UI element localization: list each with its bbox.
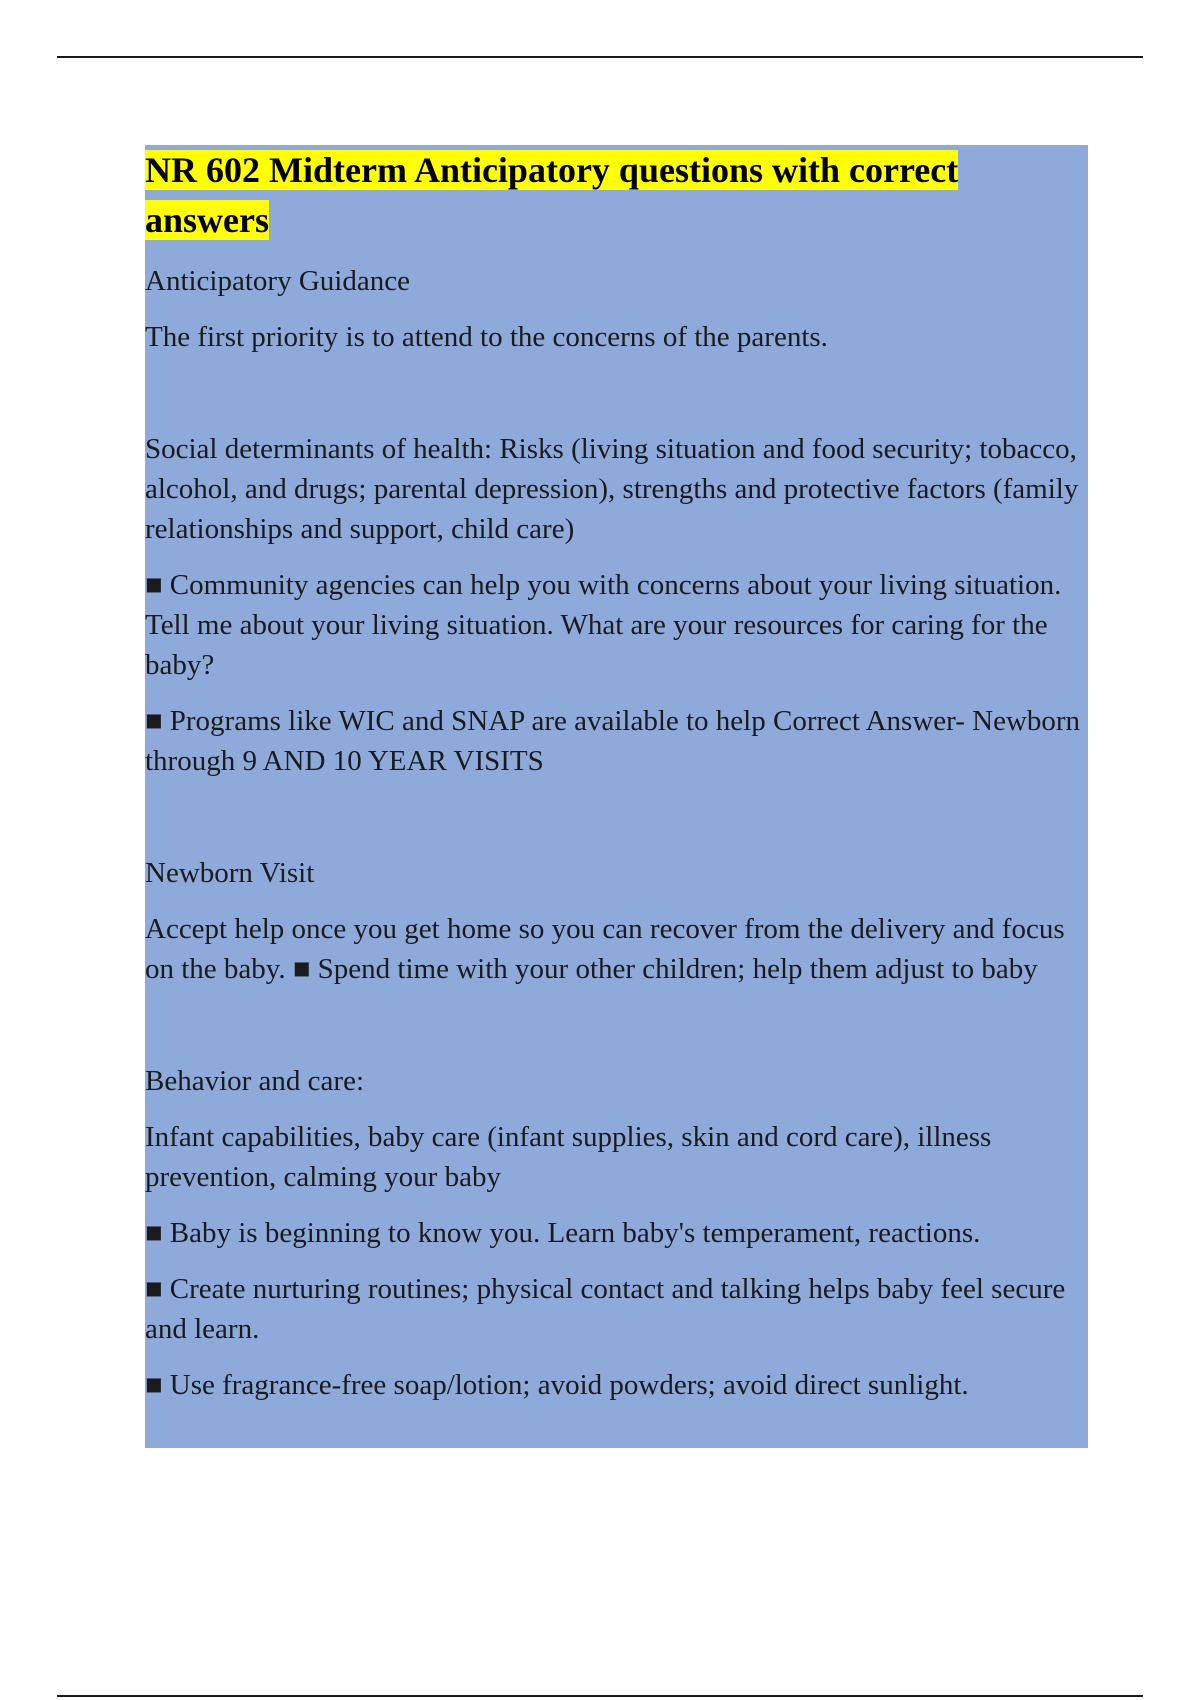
paragraph-fragrance-free: ■ Use fragrance-free soap/lotion; avoid powders; avoid direct sunlight. [145, 1369, 969, 1401]
header-rule [57, 56, 1143, 58]
paragraph-behavior-care: Behavior and care: [145, 1065, 365, 1097]
paragraph-first-priority: The first priority is to attend to the concerns of the parents. [145, 321, 828, 353]
footer-rule [57, 1695, 1143, 1697]
paragraph-programs: ■ Programs like WIC and SNAP are available to help Correct Answer- Newborn through 9 AND 10 YEAR VISITS [145, 705, 1081, 777]
paragraph-baby-knows-you: ■ Baby is beginning to know you. Learn baby's temperament, reactions. [145, 1217, 981, 1249]
paragraph-nurturing-routines: ■ Create nurturing routines; physical contact and talking helps baby feel secure and learn. [145, 1273, 1066, 1345]
content-block [145, 145, 1088, 1448]
document-title [145, 145, 1088, 245]
paragraph-newborn-visit: Newborn Visit [145, 857, 315, 889]
paragraph-accept-help: Accept help once you get home so you can recover from the delivery and focus on the baby. ■ Spend time with your other children; help them adjust to baby [145, 913, 1065, 985]
title-highlight: NR 602 Midterm Anticipatory questions with correct answers [145, 150, 959, 240]
paragraph-social-determinants: Social determinants of health: Risks (living situation and food security; tobacco, alcohol, and drugs; parental depression), strengths and protective factors (family relationships and support, child care) [145, 433, 1079, 545]
paragraph-infant-capabilities: Infant capabilities, baby care (infant supplies, skin and cord care), illness prevention, calming your baby [145, 1121, 992, 1193]
paragraph-community-agencies: ■ Community agencies can help you with concerns about your living situation. Tell me about your living situation. What are your resources for caring for the baby? [145, 569, 1062, 681]
paragraph-anticipatory-guidance: Anticipatory Guidance [145, 265, 410, 297]
